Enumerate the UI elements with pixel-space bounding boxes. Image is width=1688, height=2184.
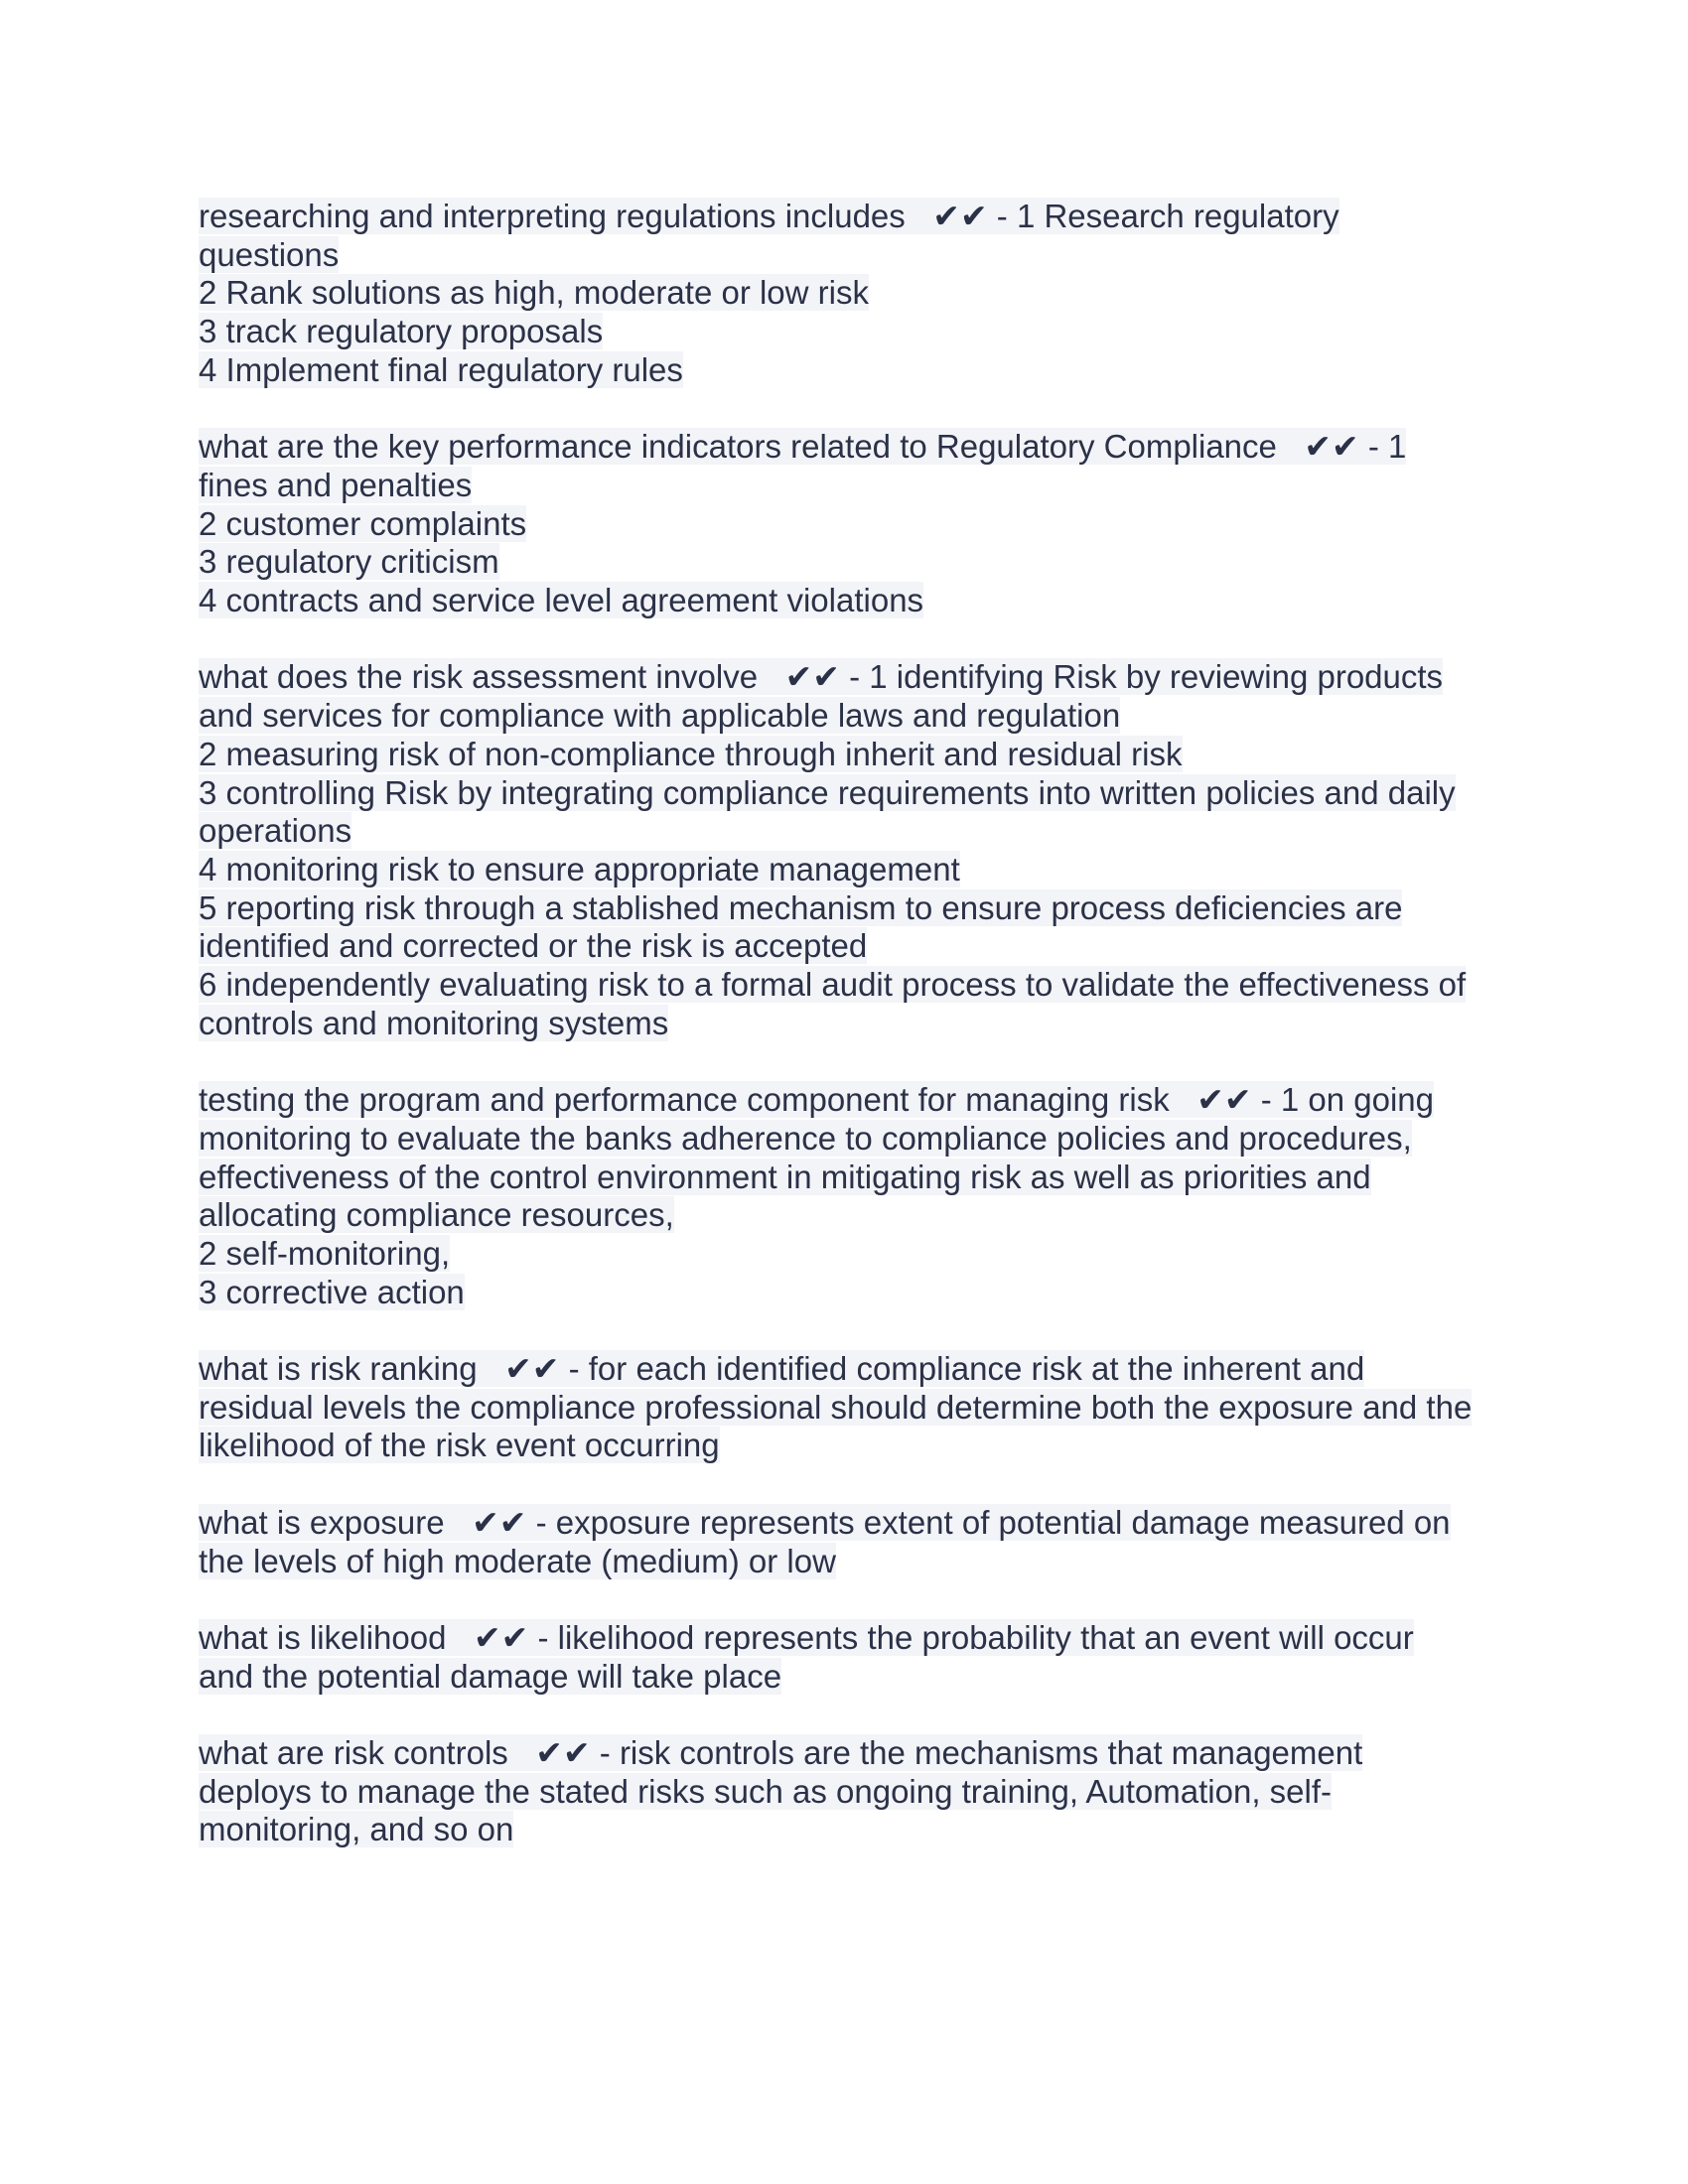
answer-text: 4 monitoring risk to ensure appropriate management [199,850,960,887]
qa-entry [199,658,1509,1042]
answer-text: the levels of high moderate (medium) or low [199,1542,836,1579]
question-highlight [199,1619,1414,1656]
answer-text: operations [199,812,352,850]
answer-text: residual levels the compliance professional should determine both the exposure and the [199,1388,1473,1426]
qa-entry [199,1504,1509,1580]
answer-text: - 1 identifying Risk by reviewing products [849,658,1444,696]
answer-line [199,966,1509,1005]
answer-text: questions [199,235,340,273]
answer-line [199,1274,1509,1312]
answer-text: - for each identified compliance risk at the inherent and [568,1350,1365,1388]
double-check-icon: ✔✔ [784,658,840,696]
answer-line [199,697,1509,736]
answer-text: 5 reporting risk through a stablished mechanism to ensure process deficiencies are [199,888,1403,926]
question-text: researching and interpreting regulations includes [199,198,906,234]
question-line [199,198,1509,236]
answer-line [199,736,1509,774]
answer-line [199,812,1509,851]
double-check-icon: ✔✔ [473,1618,529,1656]
answer-line [199,467,1509,505]
answer-line [199,1427,1509,1465]
question-line [199,428,1509,467]
answer-text: likelihood of the risk event occurring [199,1427,720,1464]
question-text: what is risk ranking [199,1350,478,1388]
answer-line [199,851,1509,889]
answer-text: 3 controlling Risk by integrating compliance requirements into written policies and daily [199,773,1456,811]
answer-text: - likelihood represents the probability that an event will occur [537,1618,1414,1656]
answer-line [199,1120,1509,1159]
answer-line [199,1543,1509,1581]
question-line [199,1350,1509,1389]
answer-line [199,1196,1509,1235]
question-text: what are risk controls [199,1734,508,1772]
answer-text: 2 Rank solutions as high, moderate or low risk [199,274,869,312]
answer-line [199,313,1509,351]
question-line [199,1619,1509,1658]
answer-line [199,351,1509,390]
answer-text: deploys to manage the stated risks such as ongoing training, Automation, self- [199,1772,1332,1810]
double-check-icon: ✔✔ [535,1734,591,1772]
answer-text: and services for compliance with applicable laws and regulation [199,697,1121,735]
answer-text: 3 track regulatory proposals [199,313,604,350]
question-line [199,658,1509,697]
question-line [199,1081,1509,1120]
answer-text: - 1 on going [1260,1081,1435,1119]
question-highlight [199,1350,1364,1387]
answer-text: identified and corrected or the risk is accepted [199,927,868,965]
qa-entry [199,198,1509,390]
double-check-icon: ✔✔ [932,198,988,234]
answer-line [199,1811,1509,1849]
answer-text: and the potential damage will take place [199,1657,782,1695]
question-highlight [199,198,1339,234]
answer-text: - 1 Research regulatory [996,198,1339,234]
question-text: testing the program and performance component for managing risk [199,1081,1170,1119]
question-line [199,1504,1509,1543]
answer-text: 4 contracts and service level agreement violations [199,582,924,619]
answer-line [199,274,1509,313]
answer-line [199,236,1509,275]
answer-text: monitoring, and so on [199,1811,514,1848]
answer-text: 2 measuring risk of non-compliance through inherit and residual risk [199,735,1183,772]
answer-text: 2 self-monitoring, [199,1234,451,1272]
qa-entry [199,1081,1509,1311]
answer-text: 2 customer complaints [199,504,527,542]
double-check-icon: ✔✔ [472,1503,527,1541]
answer-text: controls and monitoring systems [199,1004,669,1041]
double-check-icon: ✔✔ [504,1350,560,1388]
answer-line [199,1658,1509,1697]
question-text: what does the risk assessment involve [199,658,759,696]
answer-text: - 1 [1367,428,1407,466]
question-line [199,1734,1509,1773]
document-body [199,198,1509,1888]
answer-text: monitoring to evaluate the banks adherence to compliance policies and procedures, [199,1119,1412,1157]
qa-entry [199,1734,1509,1849]
question-highlight [199,428,1406,465]
answer-text: 3 corrective action [199,1273,465,1310]
qa-entry [199,1619,1509,1696]
answer-line [199,1389,1509,1428]
answer-text: 3 regulatory criticism [199,543,499,581]
answer-line [199,774,1509,813]
answer-line [199,582,1509,620]
answer-line [199,1159,1509,1197]
answer-text: 4 Implement final regulatory rules [199,350,683,388]
answer-line [199,1773,1509,1812]
answer-line [199,927,1509,966]
qa-entry [199,1350,1509,1465]
answer-line [199,505,1509,544]
question-text: what is exposure [199,1503,445,1541]
question-highlight [199,1504,1451,1541]
answer-line [199,889,1509,928]
answer-text: - risk controls are the mechanisms that management [599,1734,1363,1772]
double-check-icon: ✔✔ [1196,1081,1252,1119]
question-highlight [199,1081,1434,1118]
question-text: what are the key performance indicators related to Regulatory Compliance [199,428,1277,466]
answer-text: - exposure represents extent of potential damage measured on [535,1503,1451,1541]
answer-line [199,543,1509,582]
answer-text: fines and penalties [199,466,473,503]
qa-entry [199,428,1509,620]
answer-line [199,1005,1509,1043]
question-highlight [199,1734,1362,1771]
answer-line [199,1235,1509,1274]
answer-text: allocating compliance resources, [199,1196,674,1234]
answer-text: effectiveness of the control environment in mitigating risk as well as priorities and [199,1158,1371,1195]
question-highlight [199,658,1443,695]
answer-text: 6 independently evaluating risk to a formal audit process to validate the effectiveness of [199,966,1467,1004]
question-text: what is likelihood [199,1618,447,1656]
double-check-icon: ✔✔ [1304,428,1359,466]
